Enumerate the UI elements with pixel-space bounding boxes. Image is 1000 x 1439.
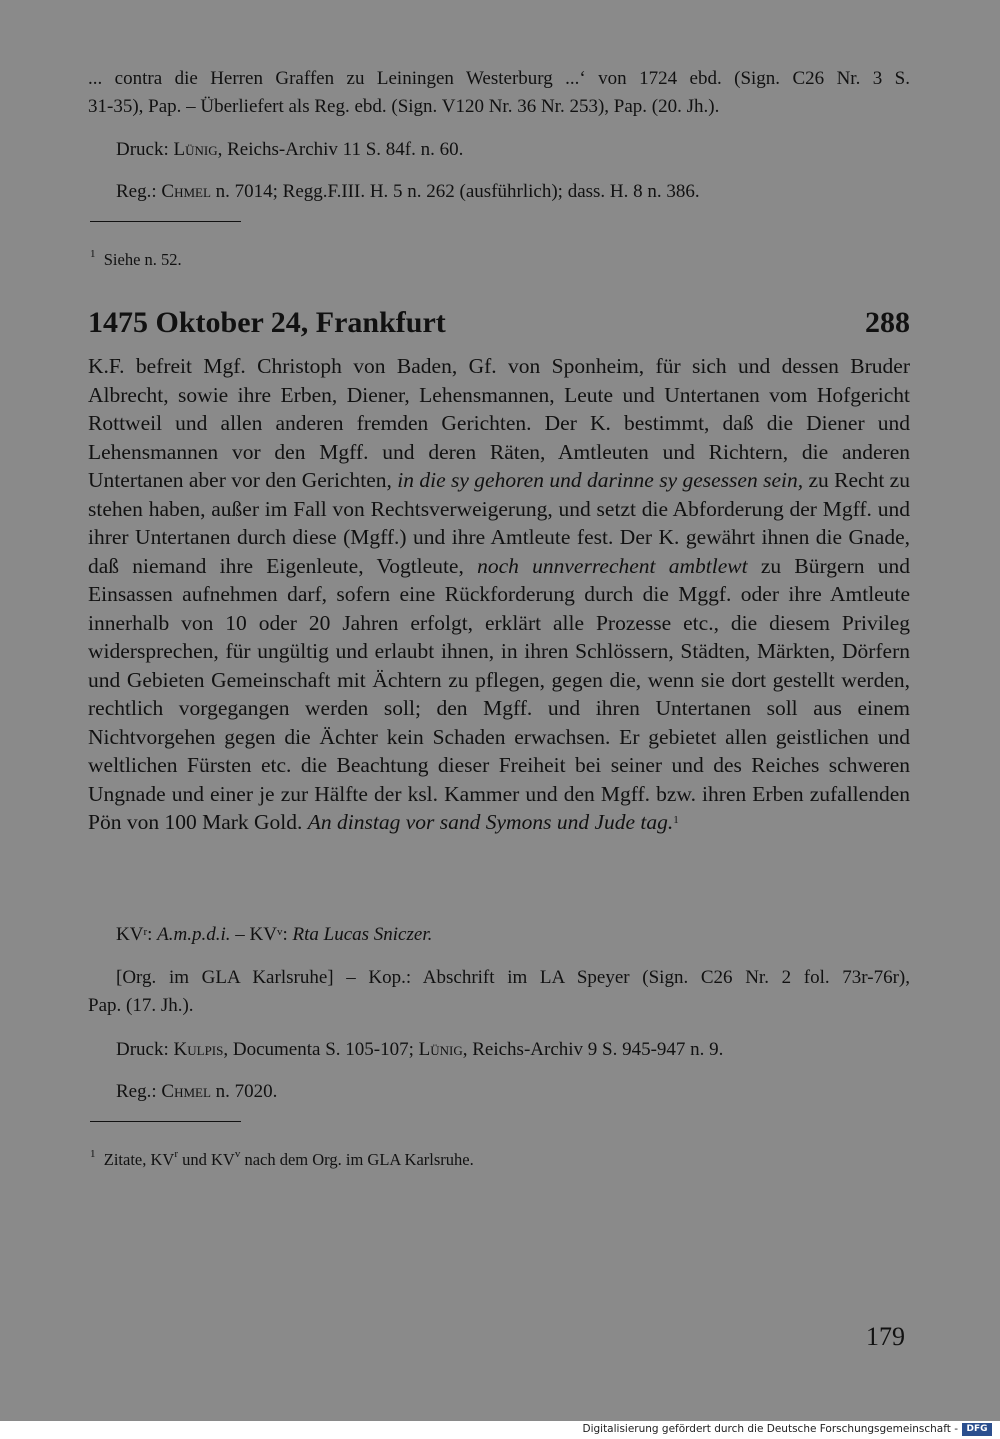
top-paragraph-line1: ... contra die Herren Graffen zu Leiningen Westerburg ...‘ von 1724 ebd. (Sign. C26 Nr. 3 S. xyxy=(88,68,910,89)
footer-credit: Digitalisierung gefördert durch die Deutsche Forschungsgemeinschaft - xyxy=(582,1423,958,1435)
reg-line-2: Reg.: Chmel n. 7020. xyxy=(116,1081,278,1102)
kanzleivermerk-line: $KV^r$: A.m.p.d.i. – $KV^v$: Rta Lucas Sniczer. xyxy=(116,924,433,945)
reg-line-1: Reg.: Chmel n. 7014; Regg.F.III. H. 5 n. 262 (ausführlich); dass. H. 8 n. 386. xyxy=(116,181,700,202)
regest-text: K.F. befreit Mgf. Christoph von Baden, Gf. von Sponheim, für sich und dessen Bruder Albrecht, sowie ihre Erben, Diener, Lehensmannen, Leute und Untertanen vom Hofgericht Rottweil und allen anderen fremden Gerichten. Der K. bestimmt, daß die Diener und Lehensmannen vor den Mgff. und deren Räten, Amtleuten und Richtern, die anderen Untertanen aber vor den Gerichten, in die sy gehoren und darinne sy gesessen sein, zu Recht zu stehen haben, außer im Fall von Rechtsverweigerung, und setzt die Abforderung der Mgff. und ihrer Untertanen durch diese (Mgff.) und ihre Amtleute fest. Der K. gewährt ihnen die Gnade, daß niemand ihre Eigenleute, Vogtleute, noch unnverrechent ambtlewt zu Bürgern und Einsassen aufnehmen darf, sofern eine Rückforderung durch die Mggf. oder ihre Amtleute innerhalb von 10 oder 20 Jahren erfolgt, erklärt alle Prozesse etc., die diesem Privileg widersprechen, für ungültig und erlaubt ihnen, in ihren Schlössern, Städten, Märkten, Dörfern und Gebieten Gemeinschaft mit Ächtern zu pflegen, gegen die, wenn sie dort gestellt werden, rechtlich vorgegangen werden soll; den Mgff. und ihren Untertanen soll aus einem Nichtvorgehen gegen die Ächter kein Schaden erwachsen. Er gebietet allen geistlichen und weltlichen Fürsten etc. die Beachtung dieser Freiheit bei seiner und des Reiches schweren Ungnade und einer je zur Hälfte der ksl. Kammer und den Mgff. bzw. ihren Erben zufallenden Pön von 100 Mark Gold. An dinstag vor sand Symons und Jude tag.$^1$ xyxy=(88,354,910,834)
original-line2: Pap. (17. Jh.). xyxy=(88,995,194,1016)
entry-date-place: 1475 Oktober 24, Frankfurt xyxy=(88,306,446,339)
druck-line-1: Druck: Lünig, Reichs-Archiv 11 S. 84f. n. 60. xyxy=(116,139,464,160)
footer-bar xyxy=(0,1421,1000,1439)
original-line1: [Org. im GLA Karlsruhe] – Kop.: Abschrift im LA Speyer (Sign. C26 Nr. 2 fol. 73r-76r), xyxy=(116,967,910,988)
entry-heading xyxy=(88,306,910,340)
page-number: 179 xyxy=(866,1322,905,1351)
quote-2: noch unnverrechent ambtlewt xyxy=(477,553,748,578)
footnote-rule-1 xyxy=(90,221,241,222)
dfg-logo-icon: DFG xyxy=(962,1423,992,1436)
footnote-ref: 1 xyxy=(673,814,679,826)
entry-number: 288 xyxy=(865,306,910,339)
footnote-2: $^1$ Zitate, $KV^r$ und $KV^v$ nach dem Org. im GLA Karlsruhe. xyxy=(90,1148,474,1169)
footnote-1: $^1$ Siehe n. 52. xyxy=(90,248,182,269)
author-luenig: Lünig xyxy=(173,139,218,160)
footnote-rule-2 xyxy=(90,1121,241,1122)
author-chmel: Chmel xyxy=(161,181,211,202)
druck-line-2: Druck: Kulpis, Documenta S. 105-107; Lünig, Reichs-Archiv 9 S. 945-947 n. 9. xyxy=(116,1039,724,1060)
quote-1: in die sy gehoren und darinne sy gesessen sein, xyxy=(397,468,804,492)
top-paragraph-line2: 31-35), Pap. – Überliefert als Reg. ebd. (Sign. V120 Nr. 36 Nr. 253), Pap. (20. Jh.). xyxy=(88,96,720,117)
quote-3: An dinstag vor sand Symons und Jude tag. xyxy=(307,810,674,834)
